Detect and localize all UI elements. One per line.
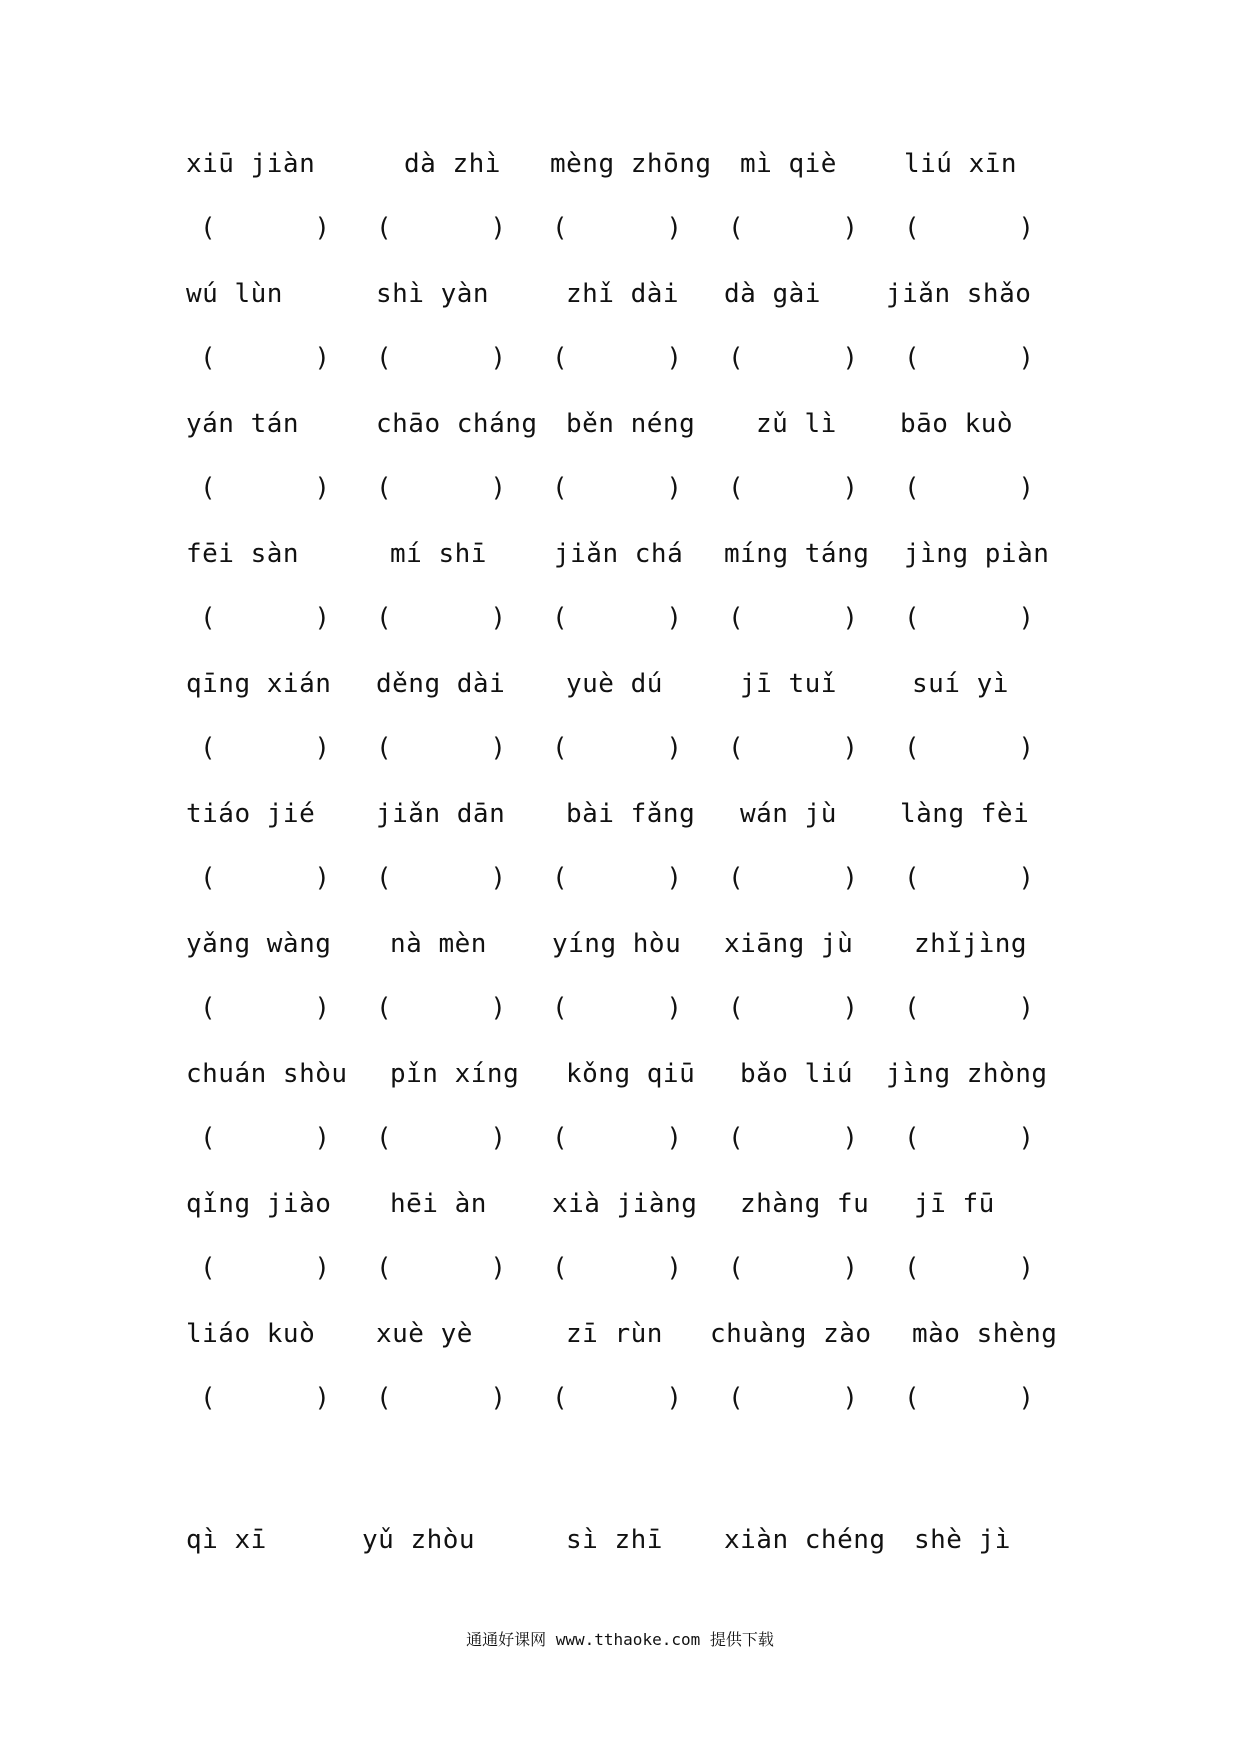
answer-blank[interactable] [728,338,858,378]
pinyin-row [0,1314,1240,1354]
pinyin-word: jìng zhòng [886,1059,1048,1089]
open-paren: ( [552,213,568,243]
answer-blank[interactable] [904,1378,1034,1418]
pinyin-word: wán jù [740,799,837,829]
answer-blank[interactable] [376,338,506,378]
pinyin-word: dà gài [724,279,821,309]
close-paren: ) [314,993,330,1023]
pinyin-word: dà zhì [404,149,501,179]
answer-row [0,988,1240,1028]
answer-blank[interactable] [552,338,682,378]
answer-blank[interactable] [728,1248,858,1288]
answer-blank[interactable] [200,598,330,638]
pinyin-word: nà mèn [390,929,487,959]
close-paren: ) [490,733,506,763]
close-paren: ) [842,1253,858,1283]
pinyin-word: yǔ zhòu [362,1525,476,1555]
close-paren: ) [842,993,858,1023]
open-paren: ( [904,1123,920,1153]
answer-row [0,208,1240,248]
pinyin-word: jiǎn shǎo [886,279,1032,309]
pinyin-word: qīng xián [186,669,332,699]
pinyin-word: mèng zhōng [550,149,712,179]
open-paren: ( [552,343,568,373]
close-paren: ) [490,993,506,1023]
pinyin-word: jiǎn chá [554,539,684,569]
answer-blank[interactable] [200,1118,330,1158]
answer-blank[interactable] [552,858,682,898]
pinyin-row [0,1054,1240,1094]
answer-blank[interactable] [376,468,506,508]
close-paren: ) [666,733,682,763]
answer-row [0,1118,1240,1158]
open-paren: ( [728,863,744,893]
close-paren: ) [314,473,330,503]
close-paren: ) [490,1123,506,1153]
answer-blank[interactable] [728,1378,858,1418]
open-paren: ( [552,733,568,763]
pinyin-word: làng fèi [900,799,1030,829]
close-paren: ) [1018,993,1034,1023]
close-paren: ) [1018,733,1034,763]
open-paren: ( [200,733,216,763]
close-paren: ) [666,603,682,633]
answer-blank[interactable] [904,208,1034,248]
answer-blank[interactable] [904,988,1034,1028]
open-paren: ( [904,343,920,373]
close-paren: ) [666,1123,682,1153]
pinyin-word: zhǐ dài [566,279,680,309]
answer-blank[interactable] [728,598,858,638]
answer-blank[interactable] [552,598,682,638]
open-paren: ( [904,213,920,243]
close-paren: ) [314,603,330,633]
open-paren: ( [376,603,392,633]
answer-blank[interactable] [904,858,1034,898]
close-paren: ) [666,213,682,243]
answer-blank[interactable] [552,728,682,768]
close-paren: ) [1018,1123,1034,1153]
answer-row [0,598,1240,638]
close-paren: ) [1018,863,1034,893]
answer-blank[interactable] [728,988,858,1028]
close-paren: ) [1018,1383,1034,1413]
answer-blank[interactable] [376,858,506,898]
open-paren: ( [904,1383,920,1413]
footer-credit: 通通好课网 www.tthaoke.com 提供下载 [466,1630,774,1649]
answer-blank[interactable] [200,988,330,1028]
pinyin-word: suí yì [912,669,1009,699]
close-paren: ) [1018,343,1034,373]
close-paren: ) [314,863,330,893]
open-paren: ( [552,1253,568,1283]
open-paren: ( [904,863,920,893]
close-paren: ) [1018,603,1034,633]
pinyin-word: pǐn xíng [390,1059,520,1089]
pinyin-row [0,274,1240,314]
answer-row [0,338,1240,378]
pinyin-word: hēi àn [390,1189,487,1219]
close-paren: ) [666,863,682,893]
open-paren: ( [728,473,744,503]
close-paren: ) [842,603,858,633]
open-paren: ( [728,1123,744,1153]
answer-blank[interactable] [728,858,858,898]
pinyin-word: liú xīn [904,149,1018,179]
answer-blank[interactable] [728,1118,858,1158]
open-paren: ( [376,343,392,373]
pinyin-word: yuè dú [566,669,663,699]
pinyin-word: chuàng zào [710,1319,872,1349]
pinyin-word: jiǎn dān [376,799,506,829]
answer-blank[interactable] [552,208,682,248]
pinyin-word: zī rùn [566,1319,663,1349]
close-paren: ) [842,863,858,893]
pinyin-word: yǎng wàng [186,929,332,959]
open-paren: ( [200,1383,216,1413]
open-paren: ( [728,603,744,633]
pinyin-word: jī fū [914,1189,995,1219]
pinyin-word: mì qiè [740,149,837,179]
close-paren: ) [842,473,858,503]
pinyin-word: míng táng [724,539,870,569]
answer-blank[interactable] [904,338,1034,378]
pinyin-word: shì yàn [376,279,490,309]
close-paren: ) [490,1253,506,1283]
answer-blank[interactable] [904,598,1034,638]
pinyin-word: yíng hòu [552,929,682,959]
open-paren: ( [200,343,216,373]
open-paren: ( [376,733,392,763]
answer-blank[interactable] [200,338,330,378]
pinyin-word: jī tuǐ [740,669,837,699]
close-paren: ) [314,1253,330,1283]
pinyin-word: děng dài [376,669,506,699]
answer-row [0,858,1240,898]
answer-blank[interactable] [728,208,858,248]
open-paren: ( [200,863,216,893]
open-paren: ( [552,863,568,893]
pinyin-word: zhàng fu [740,1189,870,1219]
pinyin-word: liáo kuò [186,1319,316,1349]
pinyin-row [0,404,1240,444]
close-paren: ) [842,1123,858,1153]
answer-blank[interactable] [552,1118,682,1158]
answer-blank[interactable] [200,1378,330,1418]
pinyin-row [0,144,1240,184]
answer-blank[interactable] [728,728,858,768]
pinyin-word: bāo kuò [900,409,1014,439]
pinyin-word: xiàn chéng [724,1525,886,1555]
open-paren: ( [200,1253,216,1283]
open-paren: ( [728,993,744,1023]
close-paren: ) [842,1383,858,1413]
open-paren: ( [376,1123,392,1153]
answer-blank[interactable] [200,858,330,898]
open-paren: ( [904,603,920,633]
close-paren: ) [842,213,858,243]
answer-blank[interactable] [376,208,506,248]
pinyin-word: mào shèng [912,1319,1058,1349]
open-paren: ( [728,1383,744,1413]
pinyin-word: bǎo liú [740,1059,854,1089]
pinyin-word: běn néng [566,409,696,439]
close-paren: ) [666,1253,682,1283]
answer-blank[interactable] [200,1248,330,1288]
close-paren: ) [842,733,858,763]
pinyin-word: tiáo jié [186,799,316,829]
answer-blank[interactable] [904,1118,1034,1158]
pinyin-word: zǔ lì [756,409,837,439]
open-paren: ( [904,1253,920,1283]
open-paren: ( [904,993,920,1023]
close-paren: ) [666,1383,682,1413]
pinyin-word: wú lùn [186,279,283,309]
pinyin-word: xuè yè [376,1319,473,1349]
close-paren: ) [1018,1253,1034,1283]
open-paren: ( [904,733,920,763]
pinyin-row [0,664,1240,704]
open-paren: ( [376,1383,392,1413]
answer-blank[interactable] [376,728,506,768]
answer-row [0,1248,1240,1288]
pinyin-word: yán tán [186,409,300,439]
answer-blank[interactable] [200,728,330,768]
close-paren: ) [666,473,682,503]
answer-blank[interactable] [376,598,506,638]
close-paren: ) [314,343,330,373]
pinyin-row-last [0,1520,1240,1560]
open-paren: ( [552,473,568,503]
close-paren: ) [1018,213,1034,243]
close-paren: ) [1018,473,1034,503]
answer-blank[interactable] [200,468,330,508]
close-paren: ) [314,733,330,763]
close-paren: ) [314,1383,330,1413]
open-paren: ( [904,473,920,503]
pinyin-word: chuán shòu [186,1059,348,1089]
open-paren: ( [728,343,744,373]
open-paren: ( [200,993,216,1023]
pinyin-row [0,534,1240,574]
open-paren: ( [552,1123,568,1153]
close-paren: ) [666,993,682,1023]
open-paren: ( [552,1383,568,1413]
answer-blank[interactable] [904,468,1034,508]
open-paren: ( [376,213,392,243]
close-paren: ) [666,343,682,373]
open-paren: ( [200,603,216,633]
open-paren: ( [552,603,568,633]
close-paren: ) [490,213,506,243]
answer-blank[interactable] [376,1248,506,1288]
answer-blank[interactable] [200,208,330,248]
pinyin-word: qì xī [186,1525,267,1555]
answer-blank[interactable] [904,728,1034,768]
answer-row [0,1378,1240,1418]
pinyin-row [0,924,1240,964]
close-paren: ) [490,1383,506,1413]
open-paren: ( [376,1253,392,1283]
close-paren: ) [314,213,330,243]
pinyin-word: qǐng jiào [186,1189,332,1219]
open-paren: ( [728,733,744,763]
open-paren: ( [552,993,568,1023]
answer-blank[interactable] [552,1378,682,1418]
open-paren: ( [376,863,392,893]
answer-blank[interactable] [904,1248,1034,1288]
open-paren: ( [728,213,744,243]
open-paren: ( [376,993,392,1023]
close-paren: ) [490,863,506,893]
open-paren: ( [200,213,216,243]
pinyin-word: zhǐjìng [914,929,1028,959]
close-paren: ) [842,343,858,373]
pinyin-word: xià jiàng [552,1189,698,1219]
close-paren: ) [490,473,506,503]
pinyin-word: xiāng jù [724,929,854,959]
answer-blank[interactable] [376,1378,506,1418]
open-paren: ( [728,1253,744,1283]
pinyin-word: shè jì [914,1525,1011,1555]
answer-blank[interactable] [728,468,858,508]
pinyin-row [0,1184,1240,1224]
open-paren: ( [376,473,392,503]
close-paren: ) [490,603,506,633]
open-paren: ( [200,473,216,503]
pinyin-row [0,794,1240,834]
answer-blank[interactable] [552,1248,682,1288]
answer-blank[interactable] [552,988,682,1028]
answer-blank[interactable] [376,1118,506,1158]
pinyin-word: fēi sàn [186,539,300,569]
pinyin-word: sì zhī [566,1525,663,1555]
pinyin-word: chāo cháng [376,409,538,439]
pinyin-word: jìng piàn [904,539,1050,569]
answer-blank[interactable] [552,468,682,508]
pinyin-word: kǒng qiū [566,1059,696,1089]
open-paren: ( [200,1123,216,1153]
pinyin-word: xiū jiàn [186,149,316,179]
pinyin-word: bài fǎng [566,799,696,829]
answer-row [0,728,1240,768]
pinyin-word: mí shī [390,539,487,569]
answer-blank[interactable] [376,988,506,1028]
close-paren: ) [314,1123,330,1153]
answer-row [0,468,1240,508]
close-paren: ) [490,343,506,373]
